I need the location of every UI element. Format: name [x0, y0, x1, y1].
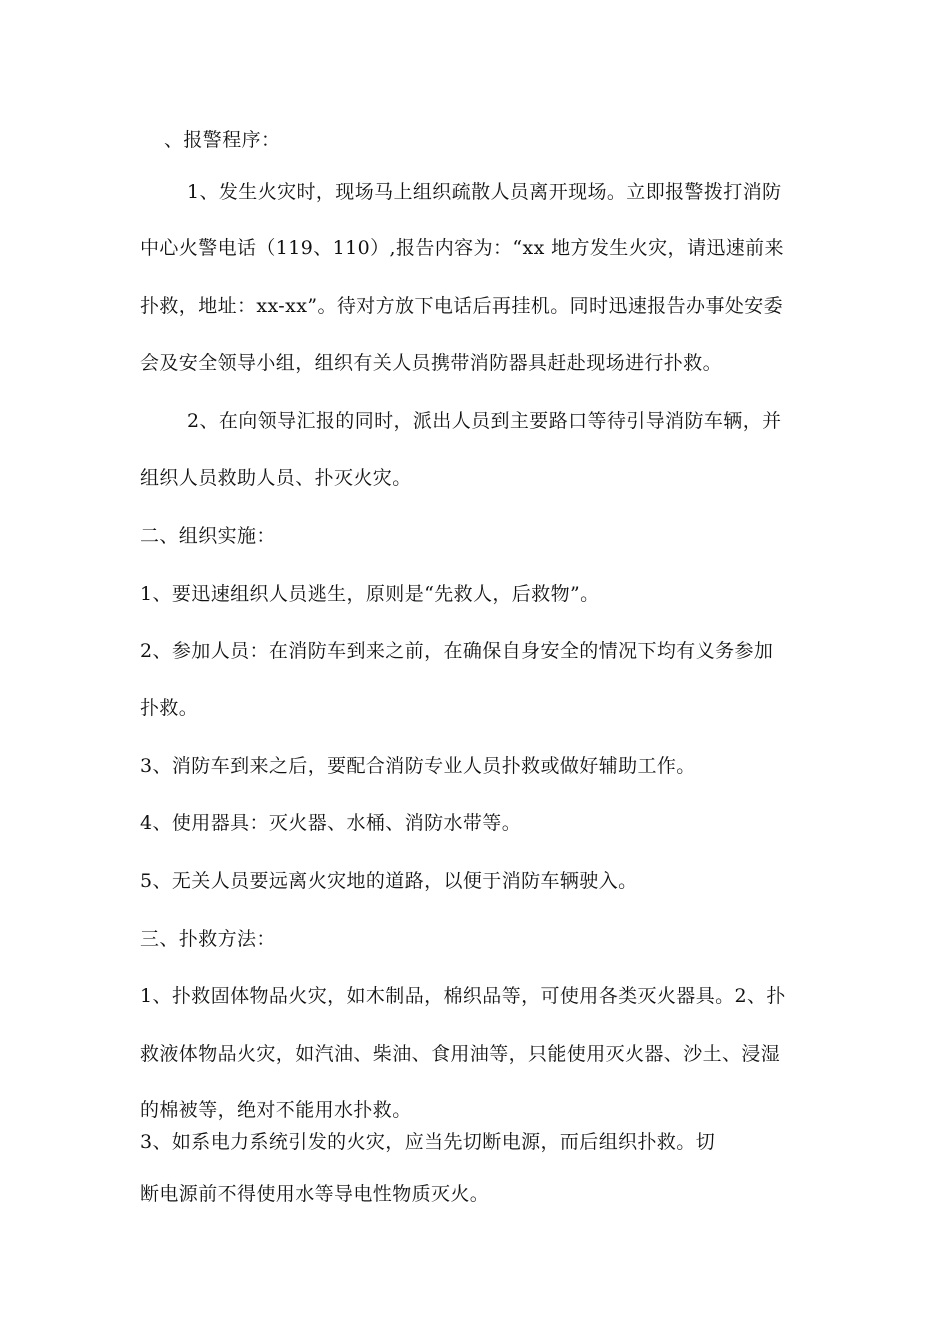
paragraph-line: 扑救，地址：xx-xx”。待对方放下电话后再挂机。同时迅速报告办事处安委: [140, 295, 784, 317]
paragraph-line: 断电源前不得使用水等导电性物质灭火。: [140, 1183, 490, 1205]
section-heading-alarm-procedure: 、报警程序：: [164, 129, 281, 151]
list-item: 1、要迅速组织人员逃生，原则是“先救人，后救物”。: [140, 583, 600, 605]
list-item: 2、参加人员：在消防车到来之前，在确保自身安全的情况下均有义务参加: [140, 640, 774, 662]
section-heading-organization: 二、组织实施：: [140, 525, 276, 547]
list-item: 3、如系电力系统引发的火灾，应当先切断电源，而后组织扑救。切: [140, 1131, 716, 1153]
list-item: 3、消防车到来之后，要配合消防专业人员扑救或做好辅助工作。: [140, 755, 696, 777]
paragraph-line: 救液体物品火灾，如汽油、柴油、食用油等，只能使用灭火器、沙土、浸湿: [140, 1043, 781, 1065]
paragraph-line: 2、在向领导汇报的同时，派出人员到主要路口等待引导消防车辆，并: [187, 410, 782, 432]
paragraph-line: 会及安全领导小组，组织有关人员携带消防器具赶赴现场进行扑救。: [140, 352, 723, 374]
paragraph-line: 1、发生火灾时，现场马上组织疏散人员离开现场。立即报警拨打消防: [187, 181, 782, 203]
list-item: 4、使用器具：灭火器、水桶、消防水带等。: [140, 812, 522, 834]
paragraph-line: 扑救。: [140, 697, 199, 719]
paragraph-line: 中心火警电话（119、110）,报告内容为：“xx 地方发生火灾，请迅速前来: [140, 237, 784, 259]
list-item: 1、扑救固体物品火灾，如木制品，棉织品等，可使用各类灭火器具。2、扑: [140, 985, 786, 1007]
list-item: 5、无关人员要远离火灾地的道路，以便于消防车辆驶入。: [140, 870, 638, 892]
paragraph-line: 的棉被等，绝对不能用水扑救。: [140, 1099, 412, 1121]
section-heading-rescue-methods: 三、扑救方法：: [140, 928, 276, 950]
paragraph-line: 组织人员救助人员、扑灭火灾。: [140, 467, 412, 489]
